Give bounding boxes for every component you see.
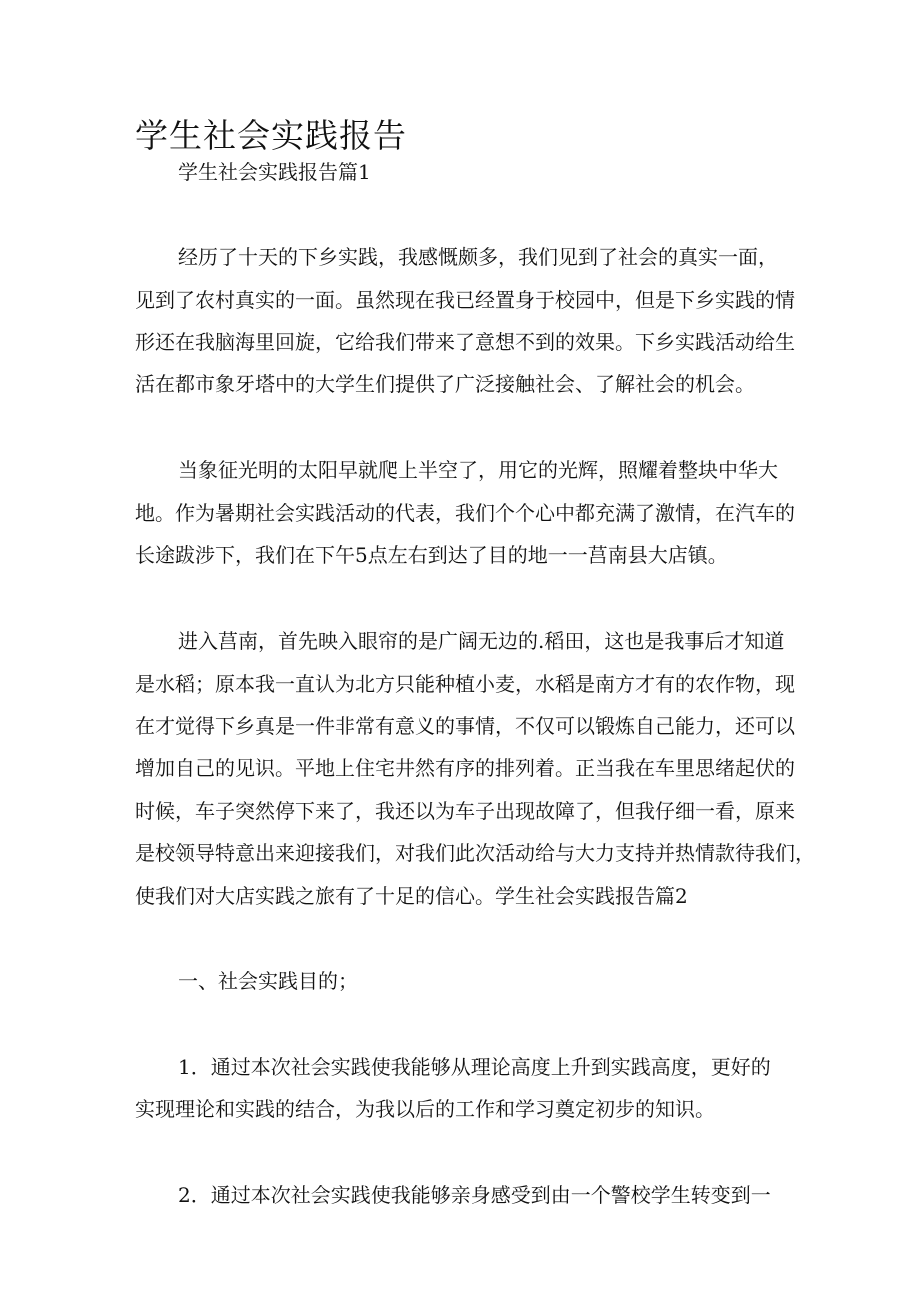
- paragraph-line: 地。作为暑期社会实践活动的代表，我们个个心中都充满了激情，在汽车的: [135, 501, 795, 525]
- paragraph-line: 时候，车子突然停下来了，我还以为车子出现故障了，但我仔细一看，原来: [135, 799, 795, 823]
- paragraph-line: 使我们对大店实践之旅有了十足的信心。学生社会实践报告篇2: [135, 884, 688, 908]
- paragraph-line: 实现理论和实践的结合，为我以后的工作和学习奠定初步的知识。: [135, 1097, 715, 1121]
- paragraph-line: 增加自己的见识。平地上住宅井然有序的排列着。正当我在车里思绪起伏的: [135, 756, 795, 780]
- paragraph-line: 见到了农村真实的一面。虽然现在我已经置身于校园中，但是下乡实践的情: [135, 288, 795, 312]
- section-heading: 学生社会实践报告篇1: [178, 160, 371, 184]
- document-title: 学生社会实践报告: [135, 116, 407, 155]
- paragraph-line: 当象征光明的太阳早就爬上半空了，用它的光辉，照耀着整块中华大: [178, 458, 778, 482]
- paragraph-line: 1．通过本次社会实践使我能够从理论高度上升到实践高度，更好的: [178, 1055, 771, 1079]
- paragraph-line: 是水稻；原本我一直认为北方只能种植小麦，水稻是南方才有的农作物，现: [135, 672, 795, 696]
- paragraph-line: 是校领导特意出来迎接我们，对我们此次活动给与大力支持并热情款待我们，: [135, 841, 815, 865]
- paragraph-line: 形还在我脑海里回旋，它给我们带来了意想不到的效果。下乡实践活动给生: [135, 330, 795, 354]
- paragraph-line: 活在都市象牙塔中的大学生们提供了广泛接触社会、了解社会的机会。: [135, 372, 755, 396]
- paragraph-line: 2．通过本次社会实践使我能够亲身感受到由一个警校学生转变到一: [178, 1183, 771, 1207]
- paragraph-line: 在才觉得下乡真是一件非常有意义的事情，不仅可以锻炼自己能力，还可以: [135, 714, 795, 738]
- paragraph-line: 长途跋涉下，我们在下午5点左右到达了目的地一一莒南县大店镇。: [135, 543, 728, 567]
- paragraph-line: 一、社会实践目的；: [178, 969, 358, 993]
- paragraph-line: 进入莒南，首先映入眼帘的是广阔无边的.稻田，这也是我事后才知道: [178, 629, 785, 653]
- paragraph-line: 经历了十天的下乡实践，我感慨颇多，我们见到了社会的真实一面，: [178, 245, 778, 269]
